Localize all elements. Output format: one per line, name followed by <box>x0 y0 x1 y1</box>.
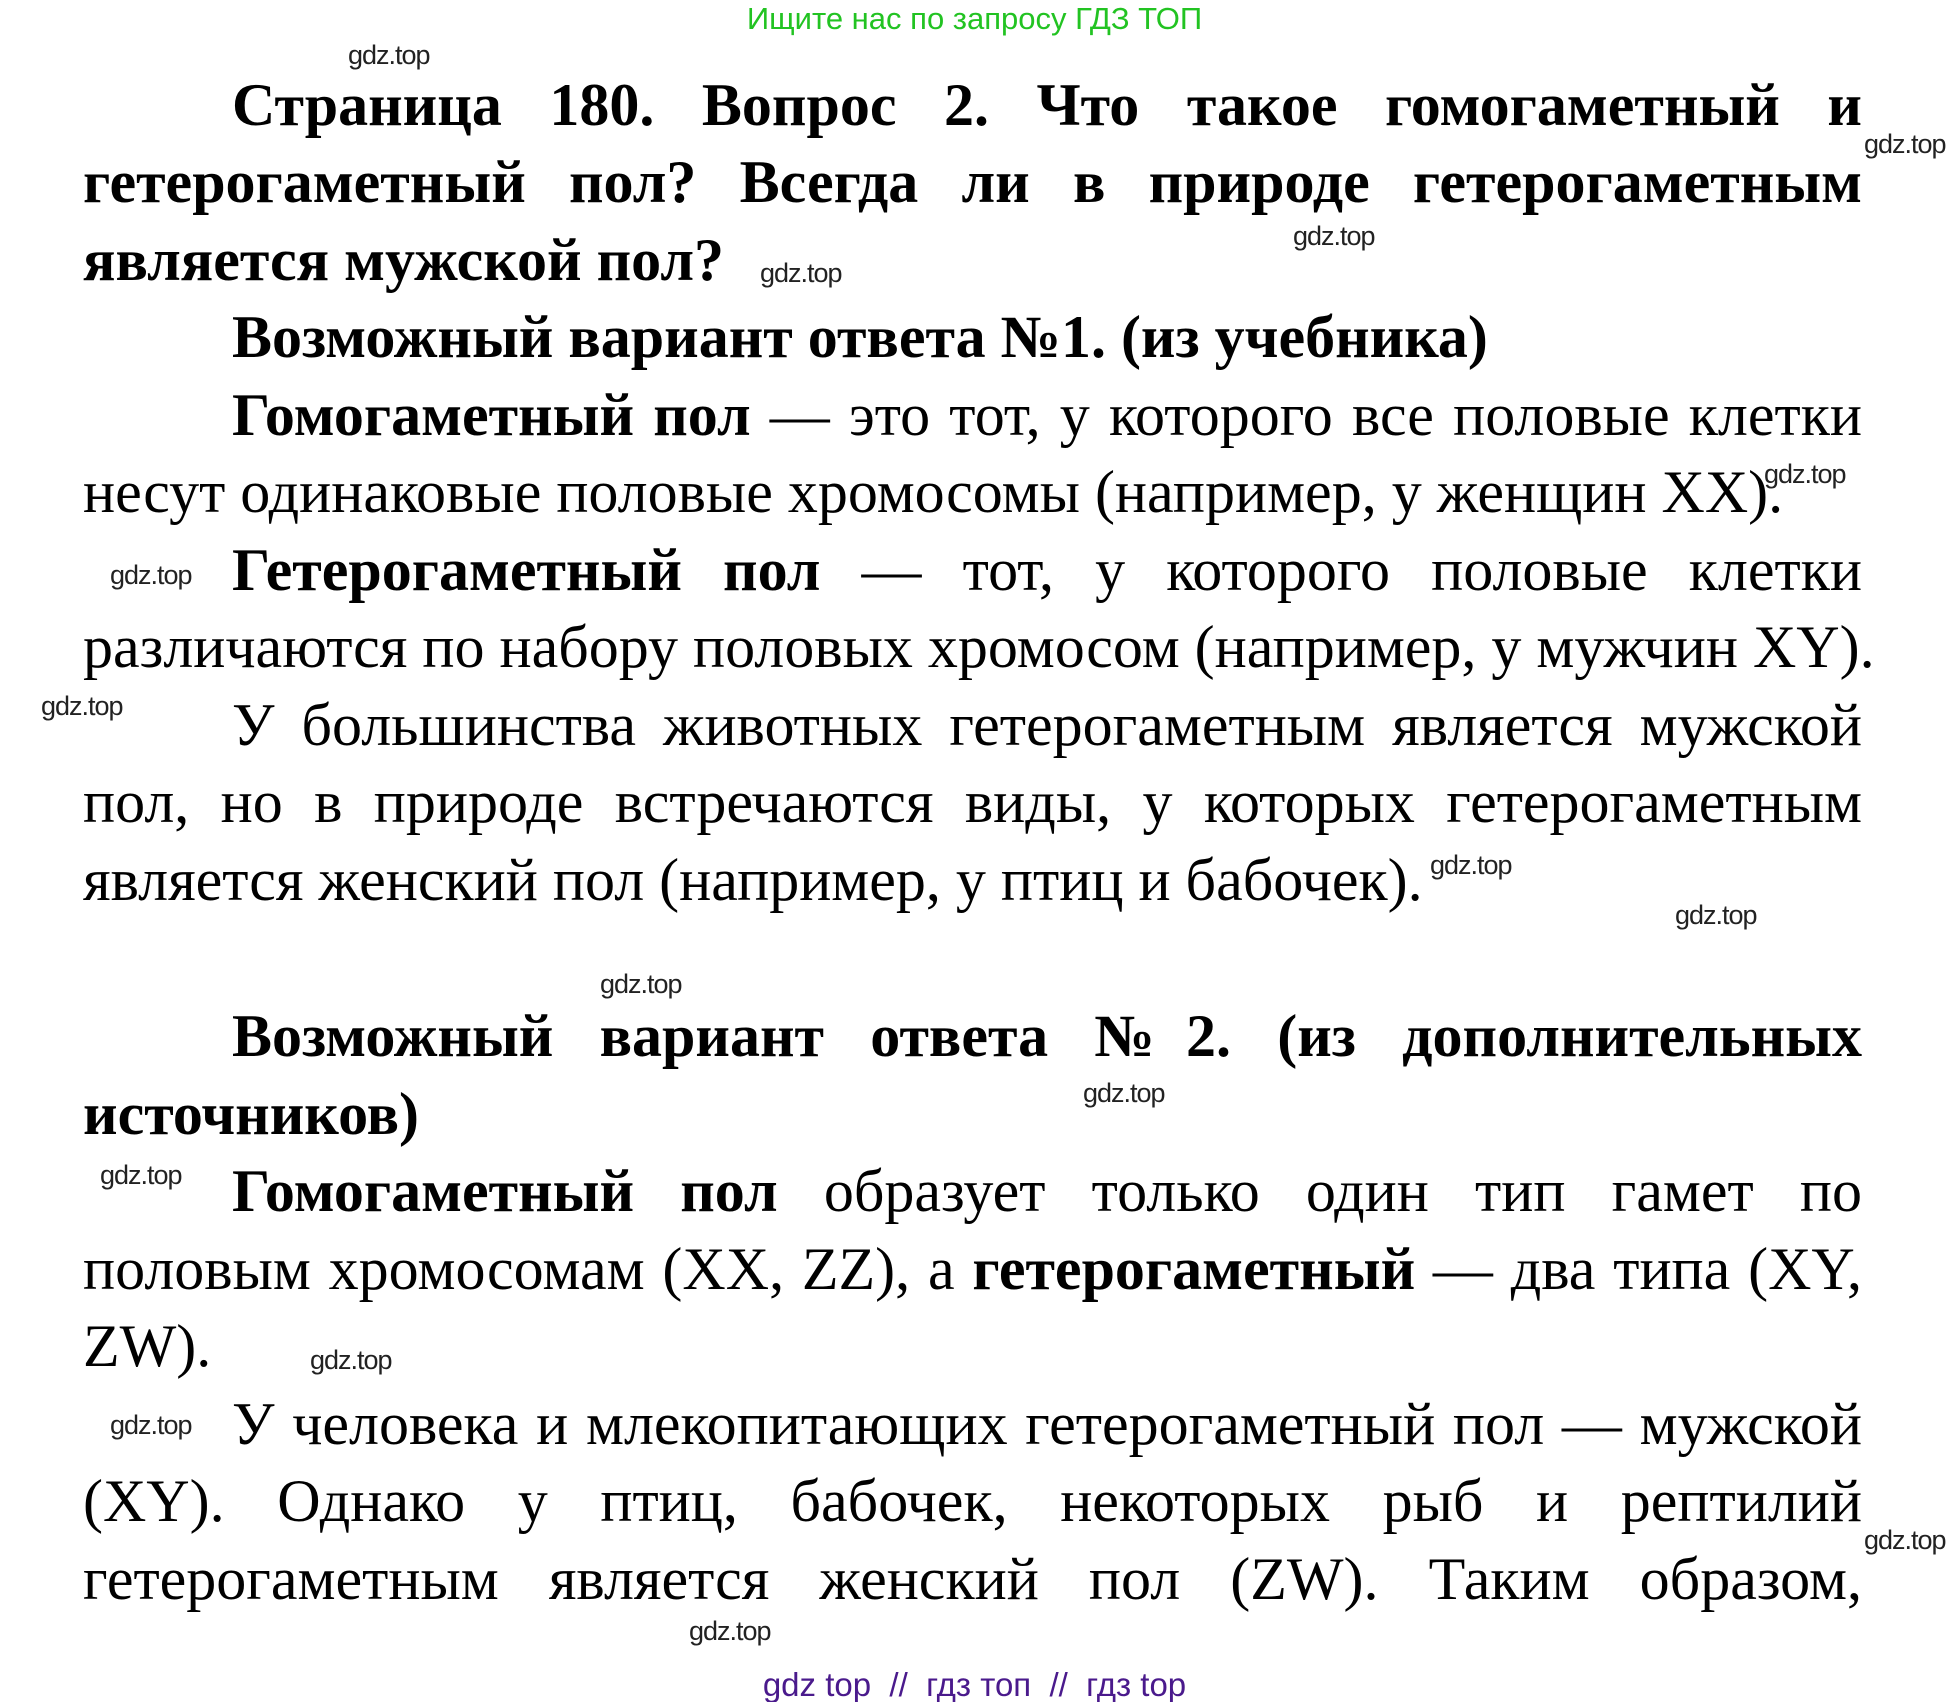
text-line <box>83 1081 1862 1147</box>
text-line <box>232 382 1862 448</box>
watermark: gdz.top <box>1764 459 1846 489</box>
watermark: gdz.top <box>1430 850 1512 880</box>
bold-text: Возможный вариант ответа №2. (из дополнительных <box>232 1003 1862 1069</box>
watermark: gdz.top <box>1864 1525 1946 1555</box>
text-segment: У большинства животных гетерогаметным является мужской <box>232 692 1862 758</box>
text-line <box>83 1468 1862 1534</box>
text-segment: является женский пол (например, у птиц и бабочек). <box>83 847 1423 913</box>
text-segment: несут одинаковые половые хромосомы (например, у женщин XX). <box>83 459 1784 525</box>
watermark: gdz.top <box>1675 900 1757 930</box>
text-line <box>83 149 1862 215</box>
bold-text: Гомогаметный пол <box>232 382 751 448</box>
bold-text: гетерогаметный пол? Всегда ли в природе гетерогаметным <box>83 149 1862 215</box>
bold-text: Возможный вариант ответа №1. (из учебника) <box>232 304 1488 370</box>
text-line <box>83 227 1862 293</box>
text-line <box>83 459 1862 525</box>
bold-text: Страница 180. Вопрос 2. Что такое гомогаметный и <box>232 72 1862 138</box>
bold-text: гетерогаметный <box>972 1236 1416 1302</box>
text-segment: ZW). <box>83 1313 212 1379</box>
text-segment: У человека и млекопитающих гетерогаметный пол — мужской <box>232 1391 1862 1457</box>
text-line <box>83 847 1862 913</box>
text-segment: — это тот, у которого все половые клетки <box>750 382 1862 448</box>
text-line <box>83 1546 1862 1612</box>
watermark: gdz.top <box>100 1160 182 1190</box>
watermark: gdz.top <box>760 258 842 288</box>
text-line <box>232 1391 1862 1457</box>
text-line <box>232 1003 1862 1069</box>
watermark: gdz.top <box>1864 129 1946 159</box>
text-line <box>83 1236 1862 1302</box>
text-segment: образует только один тип гамет по <box>777 1158 1862 1224</box>
watermark: gdz.top <box>310 1345 392 1375</box>
text-segment: различаются по набору половых хромосом (например, у мужчин XY). <box>83 614 1875 680</box>
text-line <box>232 537 1862 603</box>
bold-text: является мужской пол? <box>83 227 725 293</box>
text-line <box>83 769 1862 835</box>
text-line <box>232 304 1862 370</box>
text-line <box>232 72 1862 138</box>
text-segment: — тот, у которого половые клетки <box>820 537 1862 603</box>
bold-text: Гетерогаметный пол <box>232 537 821 603</box>
bold-text: Гомогаметный пол <box>232 1158 778 1224</box>
text-line <box>83 614 1875 680</box>
watermark: gdz.top <box>1293 221 1375 251</box>
text-line <box>232 1158 1862 1224</box>
text-line <box>232 692 1862 758</box>
bold-text: источников) <box>83 1081 419 1147</box>
text-segment: — два типа (XY, <box>1415 1236 1862 1302</box>
watermark: gdz.top <box>1083 1078 1165 1108</box>
text-segment: (XY). Однако у птиц, бабочек, некоторых рыб и рептилий <box>83 1468 1862 1534</box>
watermark: gdz.top <box>41 691 123 721</box>
watermark: gdz.top <box>600 969 682 999</box>
text-segment: половым хромосомам (XX, ZZ), а <box>83 1236 973 1302</box>
text-segment: пол, но в природе встречаются виды, у которых гетерогаметным <box>83 769 1862 835</box>
watermark: gdz.top <box>110 1410 192 1440</box>
watermark: gdz.top <box>110 560 192 590</box>
watermark: gdz.top <box>348 40 430 70</box>
top-banner: Ищите нас по запросу ГДЗ ТОП <box>746 1 1203 36</box>
watermark: gdz.top <box>689 1616 771 1646</box>
text-segment: гетерогаметным является женский пол (ZW). Таким образом, <box>83 1546 1862 1612</box>
bottom-banner: gdz top // гдз топ // гдз top <box>762 1666 1187 1702</box>
